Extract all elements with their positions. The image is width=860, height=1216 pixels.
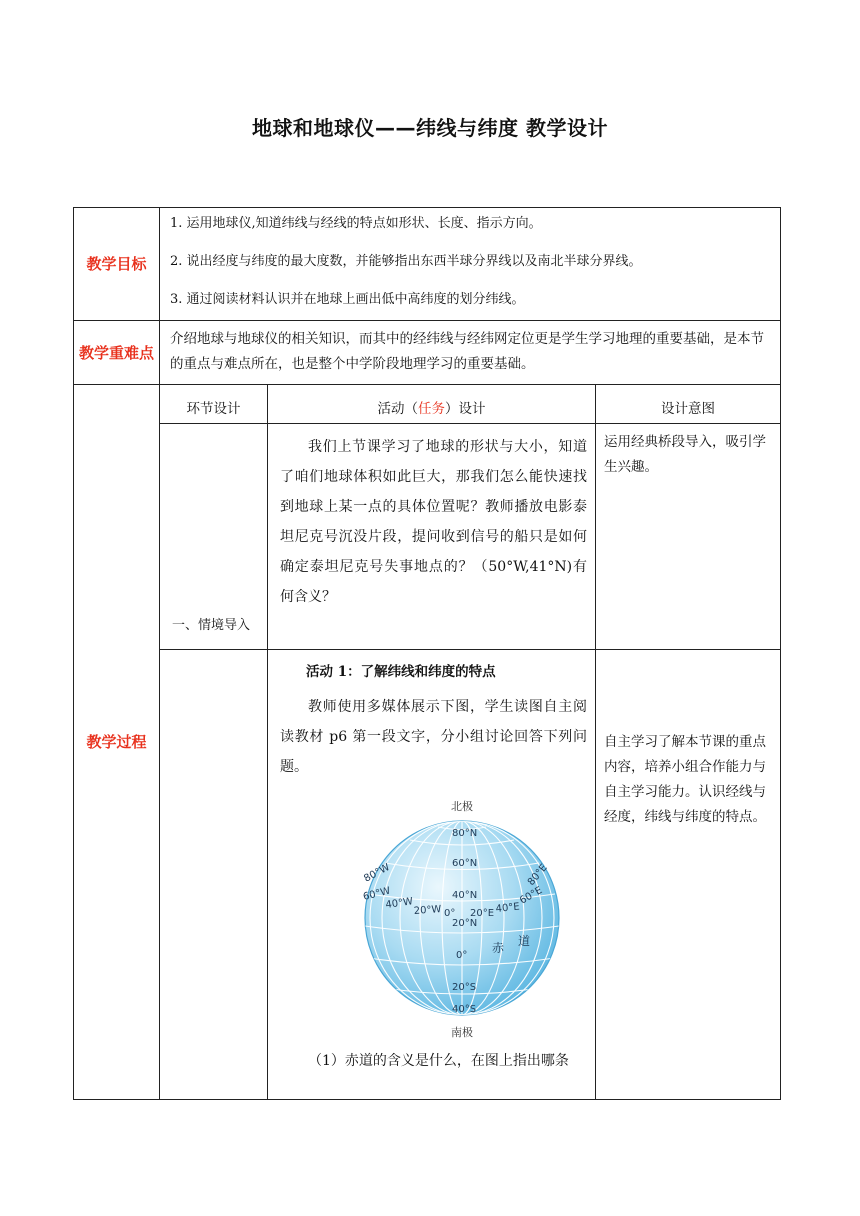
svg-text:0°: 0° bbox=[456, 950, 468, 961]
intent-text: 自主学习了解本节课的重点内容，培养小组合作能力与自主学习能力。认识经线与经度，纬线与纬度的特点。 bbox=[596, 650, 781, 1100]
svg-text:20°N: 20°N bbox=[452, 918, 478, 929]
objectives-label: 教学目标 bbox=[74, 208, 160, 321]
svg-text:40°N: 40°N bbox=[452, 890, 478, 901]
page-title: 地球和地球仪——纬线与纬度 教学设计 bbox=[252, 116, 608, 140]
svg-text:40°S: 40°S bbox=[452, 1004, 477, 1015]
svg-text:60°E: 60°E bbox=[518, 885, 545, 907]
globe-figure bbox=[352, 800, 572, 1040]
svg-text:20°W: 20°W bbox=[413, 904, 442, 917]
header-intent: 设计意图 bbox=[596, 385, 781, 424]
svg-text:赤: 赤 bbox=[492, 941, 505, 955]
svg-text:60°W: 60°W bbox=[362, 885, 392, 903]
svg-text:40°E: 40°E bbox=[495, 901, 521, 915]
activity-text: 教师使用多媒体展示下图，学生读图自主阅读教材 p6 第一段文字，分小组讨论回答下列问题。 bbox=[280, 699, 587, 775]
activity-text: 我们上节课学习了地球的形状与大小，知道了咱们地球体积如此巨大，那我们怎么能快速找到地球上某一点的具体位置呢？教师播放电影泰坦尼克号沉没片段，提问收到信号的船只是如何确定泰坦尼克号失事地点的？（50°W,41°N)有何含义？ bbox=[268, 424, 596, 650]
lesson-plan-table bbox=[73, 207, 781, 1100]
globe-illustration bbox=[352, 800, 572, 1040]
svg-text:60°N: 60°N bbox=[452, 858, 478, 869]
question-text: （1）赤道的含义是什么，在图上指出哪条 bbox=[308, 1053, 569, 1069]
activity-title: 活动 1：了解纬线和纬度的特点 bbox=[306, 664, 496, 680]
key-points-label: 教学重难点 bbox=[74, 321, 160, 385]
table-row bbox=[74, 424, 781, 650]
objective-item: 3. 通过阅读材料认识并在地球上画出低中高纬度的划分纬线。 bbox=[170, 292, 525, 307]
svg-text:0°: 0° bbox=[444, 908, 456, 919]
process-header-row bbox=[74, 385, 781, 424]
north-pole-label: 北极 bbox=[451, 800, 473, 813]
stage-cell bbox=[160, 650, 268, 1100]
key-points-row bbox=[74, 321, 781, 385]
intent-text: 运用经典桥段导入，吸引学生兴趣。 bbox=[596, 424, 781, 650]
header-activity: 活动（任务）设计 bbox=[268, 385, 596, 424]
objective-item: 1. 运用地球仪,知道纬线与经线的特点如形状、长度、指示方向。 bbox=[170, 216, 542, 231]
svg-text:道: 道 bbox=[518, 934, 531, 948]
key-points-text: 介绍地球与地球仪的相关知识，而其中的经纬线与经纬网定位更是学生学习地理的重要基础，是本节的重点与难点所在，也是整个中学阶段地理学习的重要基础。 bbox=[160, 321, 781, 385]
south-pole-label: 南极 bbox=[451, 1026, 473, 1039]
svg-text:80°W: 80°W bbox=[362, 861, 392, 885]
objective-item: 2. 说出经度与纬度的最大度数，并能够指出东西半球分界线以及南北半球分界线。 bbox=[170, 254, 642, 269]
table-row bbox=[74, 650, 781, 1100]
objectives-row bbox=[74, 208, 781, 321]
svg-text:80°E: 80°E bbox=[525, 862, 550, 888]
stage-label: 一、情境导入 bbox=[172, 618, 251, 633]
process-label: 教学过程 bbox=[74, 385, 160, 1100]
activity-cell bbox=[268, 650, 596, 1100]
svg-text:20°E: 20°E bbox=[470, 908, 495, 919]
objectives-list bbox=[160, 208, 781, 321]
stage-cell bbox=[160, 424, 268, 650]
svg-text:80°N: 80°N bbox=[452, 828, 478, 839]
svg-text:20°S: 20°S bbox=[452, 982, 477, 993]
svg-text:40°W: 40°W bbox=[384, 896, 414, 911]
header-stage: 环节设计 bbox=[160, 385, 268, 424]
